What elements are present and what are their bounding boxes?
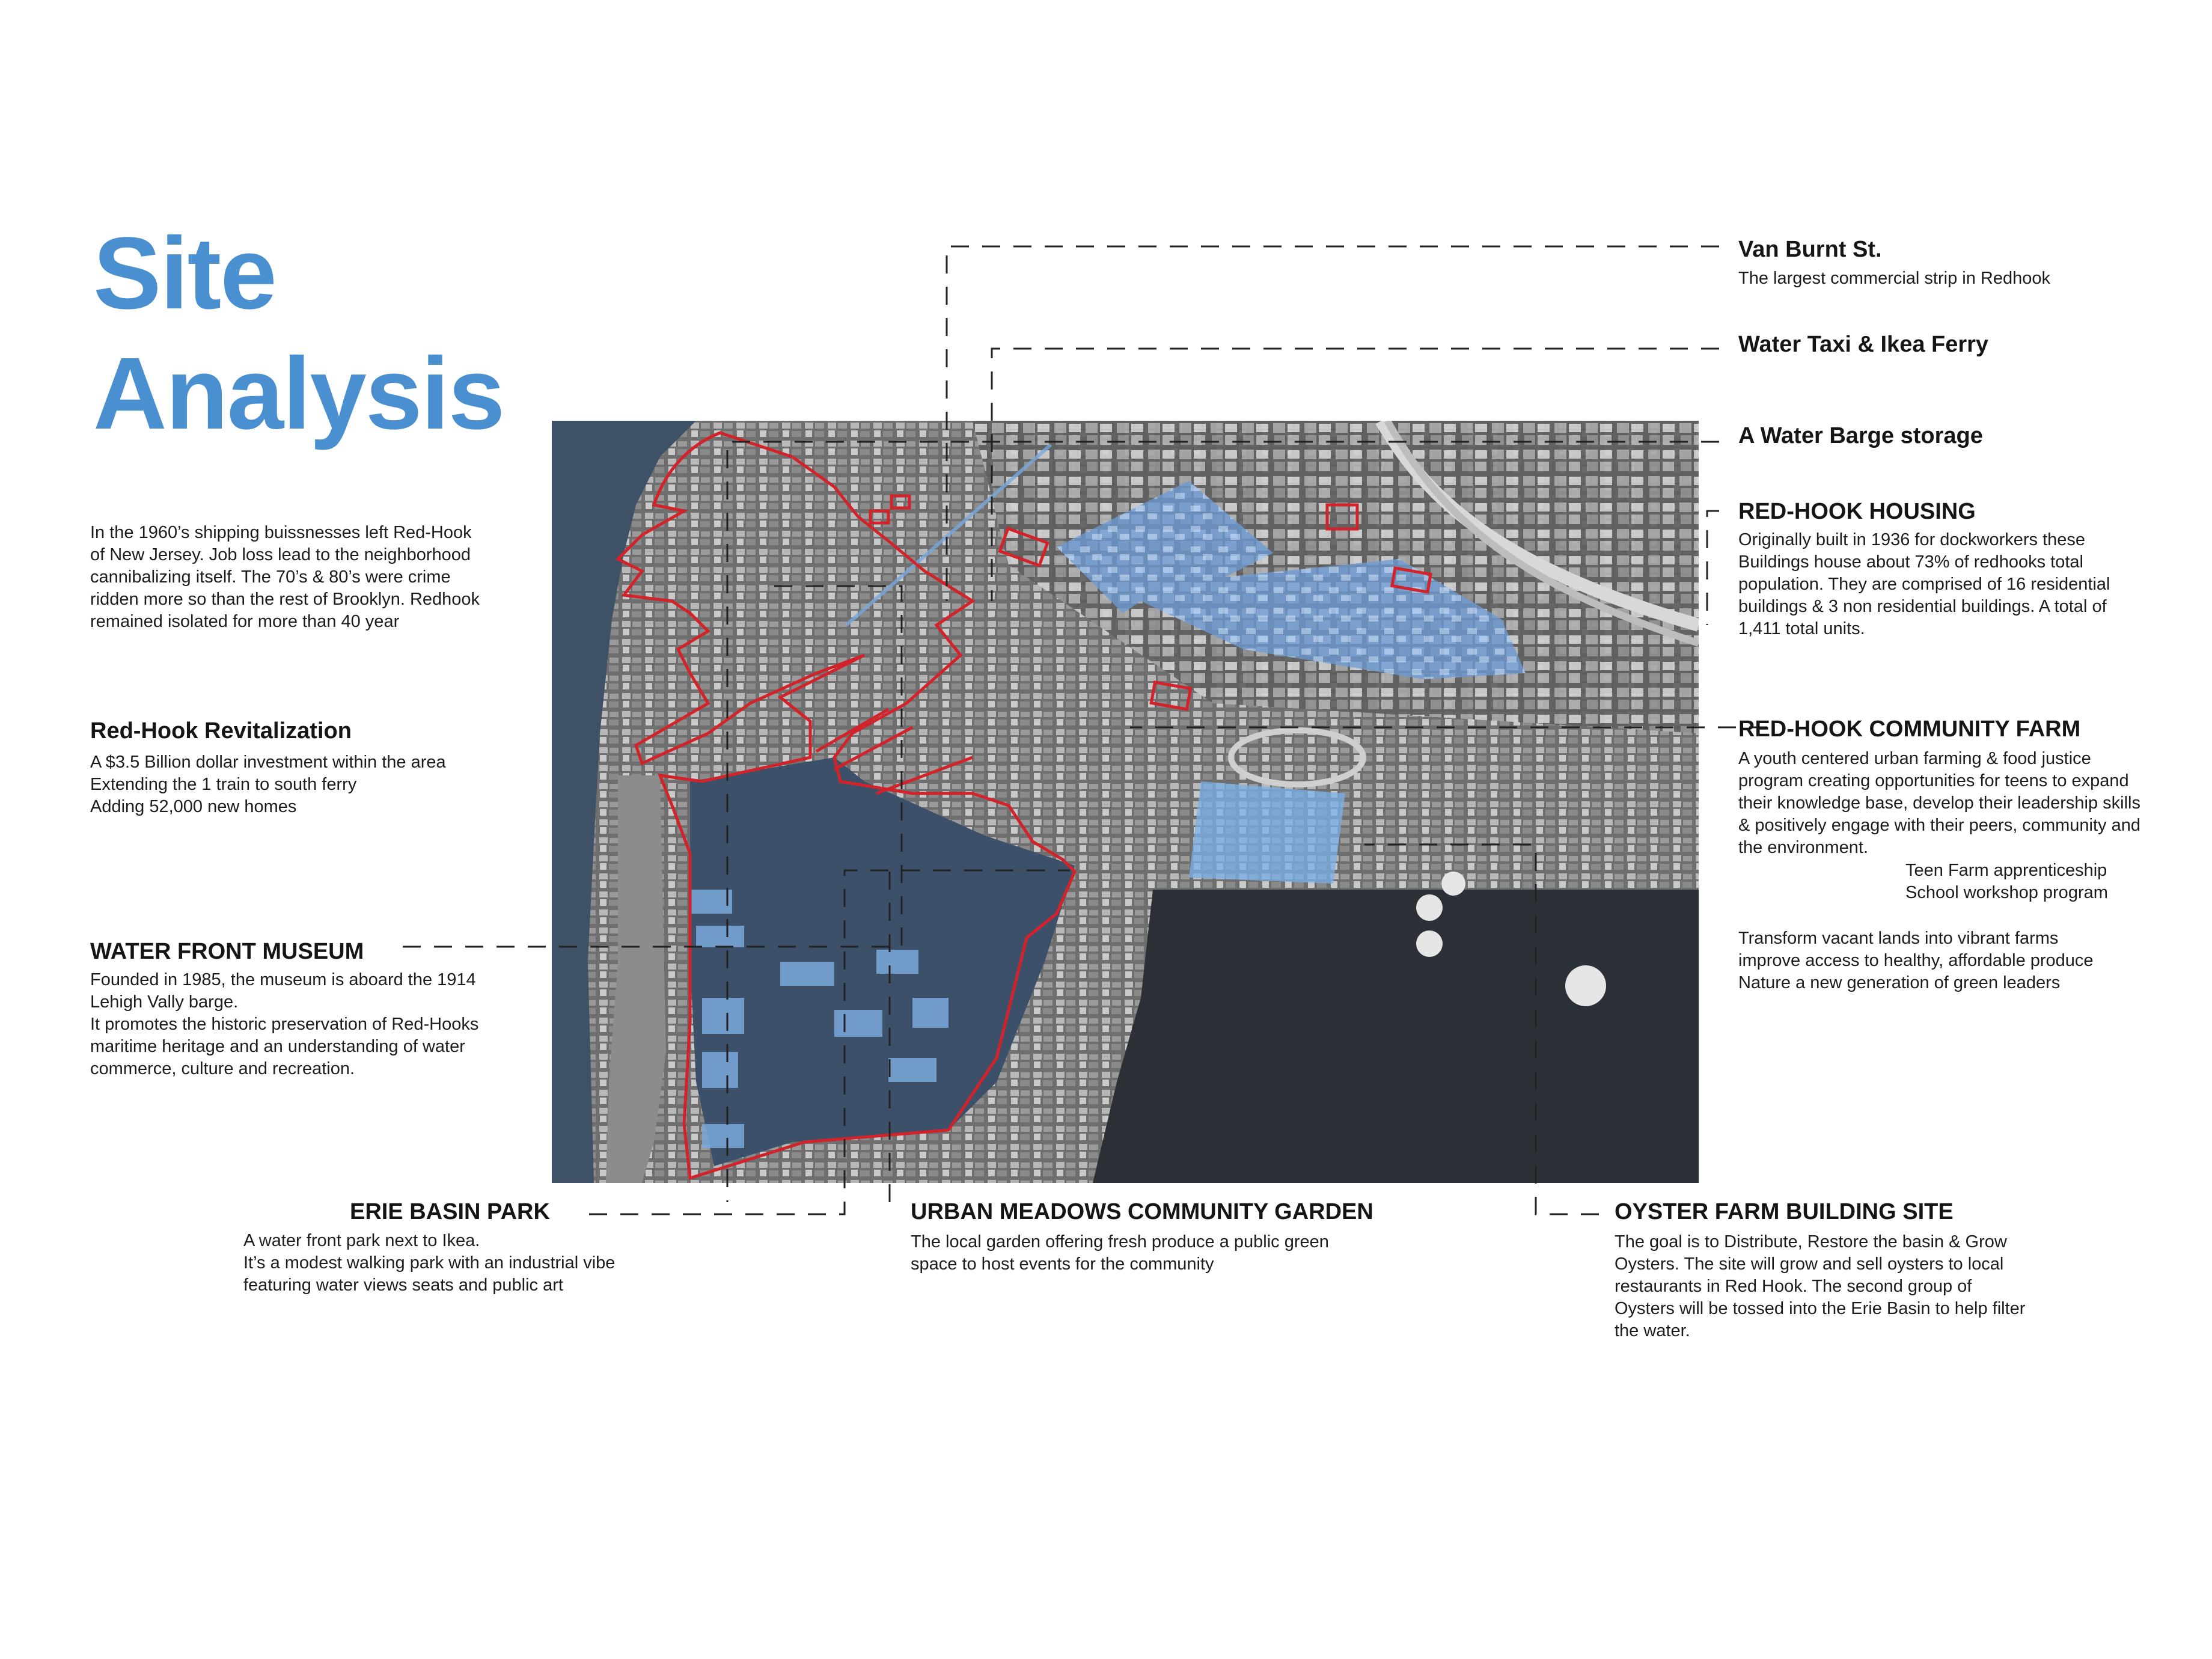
gowanus-bay-water	[1093, 890, 1699, 1183]
museum-heading: WATER FRONT MUSEUM	[90, 939, 364, 964]
housing-body: Originally built in 1936 for dockworkers these Buildings house about 73% of redhooks total population. They are comprised of 16 residential buildings & 3 non residential buildings. A total of 1,411 total units.	[1738, 530, 2110, 638]
van-burnt-body: The largest commercial strip in Redhook	[1738, 269, 2050, 288]
history-intro: In the 1960’s shipping buissnesses left Red-Hook of New Jersey. Job loss lead to the neighborhood cannibalizing itself. The 70’s & 80’s were crime ridden more so than the rest of Brooklyn. Redhook remained isolated for more than 40 year	[90, 523, 480, 631]
leader-housing	[1707, 511, 1719, 625]
farm-body: A youth centered urban farming & food justice program creating opportunities for teens to expand their knowledge base, develop their leadership skills & positively engage with their peers, community and the environment.	[1738, 749, 2140, 857]
page-title	[93, 213, 504, 454]
oyster-heading: OYSTER FARM BUILDING SITE	[1615, 1199, 1954, 1224]
revitalization-body: A $3.5 Billion dollar investment within the area Extending the 1 train to south ferry Adding 52,000 new homes	[90, 753, 446, 816]
oyster-body: The goal is to Distribute, Restore the basin & Grow Oysters. The site will grow and sell oysters to local restaurants in Red Hook. The second group of Oysters will be tossed into the Erie Basin to help filter the water.	[1615, 1232, 2026, 1340]
barge-heading: A Water Barge storage	[1738, 423, 1983, 448]
erie-heading: ERIE BASIN PARK	[350, 1199, 550, 1224]
aerial-site-map	[552, 421, 1699, 1183]
housing-heading: RED-HOOK HOUSING	[1738, 499, 1976, 524]
meadows-heading: URBAN MEADOWS COMMUNITY GARDEN	[911, 1199, 1373, 1224]
community-farm-highlight	[1189, 781, 1345, 884]
farm-heading: RED-HOOK COMMUNITY FARM	[1738, 716, 2081, 742]
meadows-body: The local garden offering fresh produce a public green space to host events for the community	[911, 1232, 1329, 1274]
water-taxi-heading: Water Taxi & Ikea Ferry	[1738, 332, 1989, 357]
revitalization-heading: Red-Hook Revitalization	[90, 718, 352, 744]
title-line-analysis: Analysis	[93, 337, 504, 451]
farm-program-workshop: School workshop program	[1905, 883, 2108, 902]
van-burnt-heading: Van Burnt St.	[1738, 237, 1882, 262]
farm-program-apprenticeship: Teen Farm apprenticeship	[1905, 861, 2107, 880]
museum-body: Founded in 1985, the museum is aboard the 1914 Lehigh Vally barge. It promotes the historic preservation of Red-Hooks maritime heritage and an understanding of water commerce, culture and recreation.	[90, 970, 479, 1078]
farm-goals: Transform vacant lands into vibrant farms improve access to healthy, affordable produce Nature a new generation of green leaders	[1738, 929, 2094, 992]
title-line-site: Site	[93, 216, 276, 331]
erie-body: A water front park next to Ikea. It’s a modest walking park with an industrial vibe featuring water views seats and public art	[243, 1231, 616, 1295]
